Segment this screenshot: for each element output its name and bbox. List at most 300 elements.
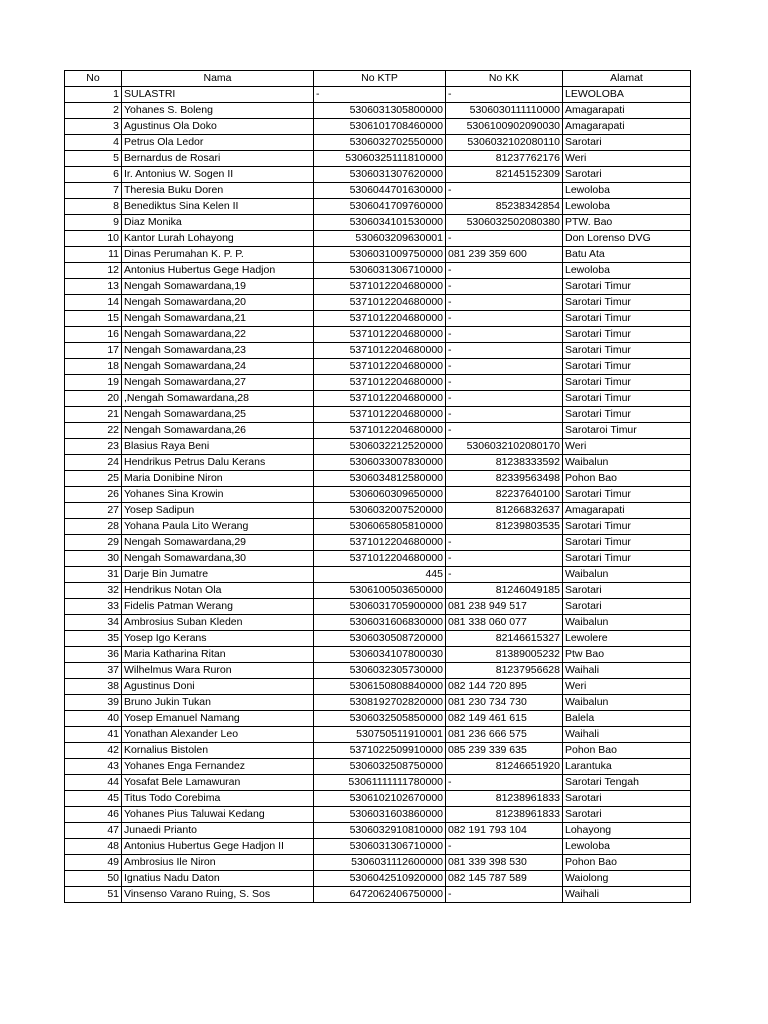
cell-kk: 82339563498 <box>446 471 563 487</box>
cell-ktp: 5306044701630000 <box>314 183 446 199</box>
table-row <box>65 839 691 855</box>
cell-alamat: Sarotari <box>563 599 691 615</box>
table-row <box>65 423 691 439</box>
cell-ktp: 5371012204680000 <box>314 359 446 375</box>
cell-nama: Nengah Somawardana,19 <box>122 279 314 295</box>
cell-nama: Yosafat Bele Lamawuran <box>122 775 314 791</box>
cell-nama: Theresia Buku Doren <box>122 183 314 199</box>
cell-nama: Yosep Emanuel Namang <box>122 711 314 727</box>
cell-no: 27 <box>65 503 122 519</box>
cell-nama: Nengah Somawardana,20 <box>122 295 314 311</box>
cell-kk: - <box>446 551 563 567</box>
table-row <box>65 343 691 359</box>
cell-ktp: 5306031705900000 <box>314 599 446 615</box>
cell-no: 2 <box>65 103 122 119</box>
table-row <box>65 775 691 791</box>
cell-alamat: Sarotari <box>563 167 691 183</box>
cell-nama: Fidelis Patman Werang <box>122 599 314 615</box>
cell-alamat: Sarotari <box>563 135 691 151</box>
cell-kk: 81239803535 <box>446 519 563 535</box>
cell-no: 43 <box>65 759 122 775</box>
header-nama: Nama <box>122 71 314 87</box>
table-row <box>65 199 691 215</box>
cell-kk: 081 339 398 530 <box>446 855 563 871</box>
cell-no: 32 <box>65 583 122 599</box>
cell-nama: Hendrikus Petrus Dalu Kerans <box>122 455 314 471</box>
cell-kk: - <box>446 87 563 103</box>
cell-alamat: Waiolong <box>563 871 691 887</box>
cell-kk: 082 191 793 104 <box>446 823 563 839</box>
cell-ktp: 5371012204680000 <box>314 311 446 327</box>
cell-kk: - <box>446 839 563 855</box>
cell-alamat: Lewoloba <box>563 199 691 215</box>
cell-kk: 81238961833 <box>446 791 563 807</box>
cell-kk: 82237640100 <box>446 487 563 503</box>
table-row <box>65 487 691 503</box>
table-row <box>65 727 691 743</box>
cell-alamat: Sarotari Timur <box>563 551 691 567</box>
cell-nama: Nengah Somawardana,22 <box>122 327 314 343</box>
cell-no: 42 <box>65 743 122 759</box>
cell-kk: 081 230 734 730 <box>446 695 563 711</box>
cell-kk: - <box>446 423 563 439</box>
table-body <box>65 87 691 903</box>
cell-alamat: Waibalun <box>563 455 691 471</box>
cell-kk: 5306030111110000 <box>446 103 563 119</box>
cell-kk: - <box>446 887 563 903</box>
cell-kk: 81238961833 <box>446 807 563 823</box>
cell-nama: Yohanes Sina Krowin <box>122 487 314 503</box>
table-row <box>65 471 691 487</box>
table-row <box>65 583 691 599</box>
cell-nama: Nengah Somawardana,26 <box>122 423 314 439</box>
cell-no: 16 <box>65 327 122 343</box>
cell-nama: Nengah Somawardana,25 <box>122 407 314 423</box>
table-row <box>65 247 691 263</box>
cell-ktp: 5306032702550000 <box>314 135 446 151</box>
cell-no: 35 <box>65 631 122 647</box>
table-row <box>65 407 691 423</box>
table-row <box>65 103 691 119</box>
cell-alamat: Ptw Bao <box>563 647 691 663</box>
cell-kk: 082 149 461 615 <box>446 711 563 727</box>
cell-no: 36 <box>65 647 122 663</box>
cell-ktp: 5306034107800030 <box>314 647 446 663</box>
cell-alamat: Sarotari <box>563 583 691 599</box>
cell-ktp: 5371012204680000 <box>314 279 446 295</box>
cell-no: 4 <box>65 135 122 151</box>
cell-alamat: Sarotari Tengah <box>563 775 691 791</box>
cell-nama: Diaz Monika <box>122 215 314 231</box>
cell-kk: 82145152309 <box>446 167 563 183</box>
cell-ktp: 53060325111810000 <box>314 151 446 167</box>
cell-nama: Yonathan Alexander Leo <box>122 727 314 743</box>
cell-no: 51 <box>65 887 122 903</box>
cell-nama: Antonius Hubertus Gege Hadjon II <box>122 839 314 855</box>
cell-nama: Yohanes Pius Taluwai Kedang <box>122 807 314 823</box>
cell-ktp: 5306031606830000 <box>314 615 446 631</box>
header-ktp: No KTP <box>314 71 446 87</box>
cell-no: 28 <box>65 519 122 535</box>
cell-ktp: 5306034101530000 <box>314 215 446 231</box>
cell-alamat: Waibalun <box>563 695 691 711</box>
cell-ktp: 5306031305800000 <box>314 103 446 119</box>
cell-kk: 5306032502080380 <box>446 215 563 231</box>
cell-kk: 081 338 060 077 <box>446 615 563 631</box>
cell-alamat: Amagarapati <box>563 503 691 519</box>
cell-alamat: Waibalun <box>563 567 691 583</box>
cell-kk: - <box>446 311 563 327</box>
cell-nama: Yohana Paula Lito Werang <box>122 519 314 535</box>
cell-nama: Yohanes S. Boleng <box>122 103 314 119</box>
cell-alamat: Sarotari Timur <box>563 487 691 503</box>
cell-alamat: Balela <box>563 711 691 727</box>
cell-alamat: Weri <box>563 151 691 167</box>
cell-no: 15 <box>65 311 122 327</box>
table-row <box>65 679 691 695</box>
header-no: No <box>65 71 122 87</box>
cell-alamat: Waihali <box>563 727 691 743</box>
cell-nama: Wilhelmus Wara Ruron <box>122 663 314 679</box>
table-row <box>65 279 691 295</box>
cell-alamat: Weri <box>563 439 691 455</box>
cell-nama: Yohanes Enga Fernandez <box>122 759 314 775</box>
cell-nama: Agustinus Doni <box>122 679 314 695</box>
cell-ktp: 5306032007520000 <box>314 503 446 519</box>
cell-kk: 81246049185 <box>446 583 563 599</box>
cell-ktp: 5306101708460000 <box>314 119 446 135</box>
cell-nama: Bruno Jukin Tukan <box>122 695 314 711</box>
cell-no: 45 <box>65 791 122 807</box>
table-row <box>65 311 691 327</box>
cell-alamat: PTW. Bao <box>563 215 691 231</box>
table-row <box>65 359 691 375</box>
cell-kk: - <box>446 263 563 279</box>
table-row <box>65 183 691 199</box>
cell-no: 10 <box>65 231 122 247</box>
cell-kk: - <box>446 327 563 343</box>
cell-no: 24 <box>65 455 122 471</box>
cell-ktp: 5371012204680000 <box>314 391 446 407</box>
cell-nama: Junaedi Prianto <box>122 823 314 839</box>
cell-alamat: Waihali <box>563 887 691 903</box>
cell-kk: - <box>446 535 563 551</box>
cell-ktp: 5371012204680000 <box>314 295 446 311</box>
cell-alamat: Sarotari Timur <box>563 391 691 407</box>
cell-ktp: 445 <box>314 567 446 583</box>
cell-nama: ,Nengah Somawardana,28 <box>122 391 314 407</box>
cell-no: 13 <box>65 279 122 295</box>
cell-nama: Kantor Lurah Lohayong <box>122 231 314 247</box>
cell-kk: - <box>446 183 563 199</box>
cell-ktp: 5308192702820000 <box>314 695 446 711</box>
cell-nama: Bernardus de Rosari <box>122 151 314 167</box>
cell-nama: Agustinus Ola Doko <box>122 119 314 135</box>
cell-no: 41 <box>65 727 122 743</box>
table-row <box>65 391 691 407</box>
table-row <box>65 263 691 279</box>
cell-no: 18 <box>65 359 122 375</box>
table-row <box>65 711 691 727</box>
table-row <box>65 119 691 135</box>
header-kk: No KK <box>446 71 563 87</box>
cell-no: 47 <box>65 823 122 839</box>
cell-alamat: Sarotari Timur <box>563 295 691 311</box>
cell-nama: Nengah Somawardana,30 <box>122 551 314 567</box>
cell-ktp: 5306102102670000 <box>314 791 446 807</box>
cell-no: 50 <box>65 871 122 887</box>
data-table <box>64 70 691 903</box>
cell-ktp: 5306150808840000 <box>314 679 446 695</box>
cell-alamat: Waibalun <box>563 615 691 631</box>
table-row <box>65 295 691 311</box>
cell-ktp: 5306032212520000 <box>314 439 446 455</box>
cell-no: 12 <box>65 263 122 279</box>
cell-nama: Ignatius Nadu Daton <box>122 871 314 887</box>
table-row <box>65 231 691 247</box>
cell-alamat: Lewolere <box>563 631 691 647</box>
cell-nama: SULASTRI <box>122 87 314 103</box>
table-row <box>65 631 691 647</box>
cell-no: 33 <box>65 599 122 615</box>
cell-ktp: 5306031307620000 <box>314 167 446 183</box>
cell-nama: Nengah Somawardana,21 <box>122 311 314 327</box>
cell-alamat: Lewoloba <box>563 183 691 199</box>
cell-no: 31 <box>65 567 122 583</box>
cell-no: 11 <box>65 247 122 263</box>
cell-kk: 5306100902090030 <box>446 119 563 135</box>
cell-alamat: Sarotari Timur <box>563 375 691 391</box>
table-row <box>65 215 691 231</box>
table-row <box>65 743 691 759</box>
cell-ktp: 530603209630001 <box>314 231 446 247</box>
table-row <box>65 887 691 903</box>
cell-nama: Nengah Somawardana,29 <box>122 535 314 551</box>
table-row <box>65 871 691 887</box>
cell-ktp: 530750511910001 <box>314 727 446 743</box>
table-row <box>65 615 691 631</box>
cell-ktp: 5306032508750000 <box>314 759 446 775</box>
cell-kk: 081 239 359 600 <box>446 247 563 263</box>
table-row <box>65 551 691 567</box>
cell-nama: Ambrosius Ile Niron <box>122 855 314 871</box>
cell-no: 49 <box>65 855 122 871</box>
cell-kk: - <box>446 391 563 407</box>
cell-no: 20 <box>65 391 122 407</box>
cell-alamat: Sarotari Timur <box>563 343 691 359</box>
cell-no: 34 <box>65 615 122 631</box>
cell-kk: 85238342854 <box>446 199 563 215</box>
cell-alamat: Larantuka <box>563 759 691 775</box>
cell-ktp: 5306031009750000 <box>314 247 446 263</box>
cell-nama: Ambrosius Suban Kleden <box>122 615 314 631</box>
cell-kk: 082 145 787 589 <box>446 871 563 887</box>
cell-nama: Darje Bin Jumatre <box>122 567 314 583</box>
table-row <box>65 791 691 807</box>
cell-alamat: Pohon Bao <box>563 855 691 871</box>
table-row <box>65 807 691 823</box>
cell-alamat: Pohon Bao <box>563 743 691 759</box>
cell-kk: - <box>446 567 563 583</box>
cell-nama: Vinsenso Varano Ruing, S. Sos <box>122 887 314 903</box>
cell-no: 3 <box>65 119 122 135</box>
cell-ktp: 5306032505850000 <box>314 711 446 727</box>
header-row <box>65 71 691 87</box>
cell-alamat: Sarotari <box>563 791 691 807</box>
cell-ktp: 5306033007830000 <box>314 455 446 471</box>
table-row <box>65 535 691 551</box>
cell-ktp: 5306060309650000 <box>314 487 446 503</box>
table-row <box>65 759 691 775</box>
cell-no: 39 <box>65 695 122 711</box>
cell-no: 44 <box>65 775 122 791</box>
cell-kk: 81237956628 <box>446 663 563 679</box>
cell-alamat: Lewoloba <box>563 263 691 279</box>
cell-ktp: 5306065805810000 <box>314 519 446 535</box>
cell-kk: 082 144 720 895 <box>446 679 563 695</box>
cell-ktp: 5306032305730000 <box>314 663 446 679</box>
cell-nama: Dinas Perumahan K. P. P. <box>122 247 314 263</box>
cell-kk: 5306032102080170 <box>446 439 563 455</box>
table-row <box>65 151 691 167</box>
cell-kk: 81389005232 <box>446 647 563 663</box>
cell-alamat: Sarotari Timur <box>563 279 691 295</box>
cell-no: 19 <box>65 375 122 391</box>
cell-no: 14 <box>65 295 122 311</box>
cell-nama: Nengah Somawardana,24 <box>122 359 314 375</box>
cell-alamat: Don Lorenso DVG <box>563 231 691 247</box>
cell-nama: Antonius Hubertus Gege Hadjon <box>122 263 314 279</box>
table-row <box>65 663 691 679</box>
table-row <box>65 503 691 519</box>
cell-no: 22 <box>65 423 122 439</box>
cell-ktp: 5306034812580000 <box>314 471 446 487</box>
cell-ktp: 5371012204680000 <box>314 343 446 359</box>
cell-kk: - <box>446 279 563 295</box>
cell-nama: Maria Donibine Niron <box>122 471 314 487</box>
cell-no: 23 <box>65 439 122 455</box>
cell-ktp: 5371022509910000 <box>314 743 446 759</box>
cell-kk: - <box>446 295 563 311</box>
cell-alamat: Sarotari Timur <box>563 359 691 375</box>
header-alamat: Alamat <box>563 71 691 87</box>
cell-alamat: Sarotari Timur <box>563 519 691 535</box>
cell-no: 40 <box>65 711 122 727</box>
cell-ktp: 5306031603860000 <box>314 807 446 823</box>
cell-kk: 085 239 339 635 <box>446 743 563 759</box>
cell-ktp: 5306100503650000 <box>314 583 446 599</box>
table-row <box>65 695 691 711</box>
cell-no: 38 <box>65 679 122 695</box>
table-row <box>65 87 691 103</box>
cell-ktp: 53061111111780000 <box>314 775 446 791</box>
cell-kk: - <box>446 375 563 391</box>
cell-alamat: Sarotari Timur <box>563 327 691 343</box>
cell-ktp: 5306032910810000 <box>314 823 446 839</box>
cell-no: 17 <box>65 343 122 359</box>
cell-kk: - <box>446 231 563 247</box>
cell-ktp: 5371012204680000 <box>314 375 446 391</box>
cell-alamat: Sarotari <box>563 807 691 823</box>
cell-no: 25 <box>65 471 122 487</box>
cell-ktp: 5306031306710000 <box>314 839 446 855</box>
cell-ktp: 5371012204680000 <box>314 407 446 423</box>
cell-alamat: Batu Ata <box>563 247 691 263</box>
cell-ktp: 5306042510920000 <box>314 871 446 887</box>
cell-no: 5 <box>65 151 122 167</box>
cell-kk: 82146615327 <box>446 631 563 647</box>
cell-kk: 81246651920 <box>446 759 563 775</box>
cell-kk: 81266832637 <box>446 503 563 519</box>
cell-kk: 81238333592 <box>446 455 563 471</box>
cell-nama: Yosep Igo Kerans <box>122 631 314 647</box>
table-row <box>65 439 691 455</box>
cell-ktp: 5306041709760000 <box>314 199 446 215</box>
table-row <box>65 455 691 471</box>
cell-no: 9 <box>65 215 122 231</box>
cell-alamat: Sarotari Timur <box>563 535 691 551</box>
cell-nama: Benediktus Sina Kelen II <box>122 199 314 215</box>
cell-alamat: Waihali <box>563 663 691 679</box>
cell-alamat: Weri <box>563 679 691 695</box>
cell-no: 1 <box>65 87 122 103</box>
table-row <box>65 135 691 151</box>
table-row <box>65 647 691 663</box>
cell-no: 30 <box>65 551 122 567</box>
cell-ktp: 6472062406750000 <box>314 887 446 903</box>
table-row <box>65 519 691 535</box>
cell-ktp: 5306031306710000 <box>314 263 446 279</box>
cell-ktp: - <box>314 87 446 103</box>
cell-ktp: 5306031112600000 <box>314 855 446 871</box>
table-row <box>65 855 691 871</box>
table-row <box>65 567 691 583</box>
table-row <box>65 823 691 839</box>
cell-no: 37 <box>65 663 122 679</box>
cell-ktp: 5371012204680000 <box>314 327 446 343</box>
cell-nama: Kornalius Bistolen <box>122 743 314 759</box>
cell-ktp: 5371012204680000 <box>314 551 446 567</box>
cell-kk: 81237762176 <box>446 151 563 167</box>
cell-kk: - <box>446 407 563 423</box>
cell-alamat: Sarotaroi Timur <box>563 423 691 439</box>
cell-nama: Maria Katharina Ritan <box>122 647 314 663</box>
cell-no: 6 <box>65 167 122 183</box>
table-row <box>65 167 691 183</box>
cell-alamat: Amagarapati <box>563 103 691 119</box>
cell-alamat: Sarotari Timur <box>563 407 691 423</box>
cell-nama: Hendrikus Notan Ola <box>122 583 314 599</box>
cell-nama: Blasius Raya Beni <box>122 439 314 455</box>
cell-alamat: Lewoloba <box>563 839 691 855</box>
cell-alamat: LEWOLOBA <box>563 87 691 103</box>
cell-nama: Petrus Ola Ledor <box>122 135 314 151</box>
cell-no: 46 <box>65 807 122 823</box>
cell-kk: - <box>446 359 563 375</box>
table-row <box>65 375 691 391</box>
cell-no: 48 <box>65 839 122 855</box>
cell-ktp: 5371012204680000 <box>314 423 446 439</box>
cell-kk: - <box>446 775 563 791</box>
cell-alamat: Pohon Bao <box>563 471 691 487</box>
cell-kk: 081 238 949 517 <box>446 599 563 615</box>
cell-alamat: Amagarapati <box>563 119 691 135</box>
cell-alamat: Sarotari Timur <box>563 311 691 327</box>
table-row <box>65 327 691 343</box>
cell-nama: Yosep Sadipun <box>122 503 314 519</box>
cell-no: 26 <box>65 487 122 503</box>
cell-nama: Ir. Antonius W. Sogen II <box>122 167 314 183</box>
